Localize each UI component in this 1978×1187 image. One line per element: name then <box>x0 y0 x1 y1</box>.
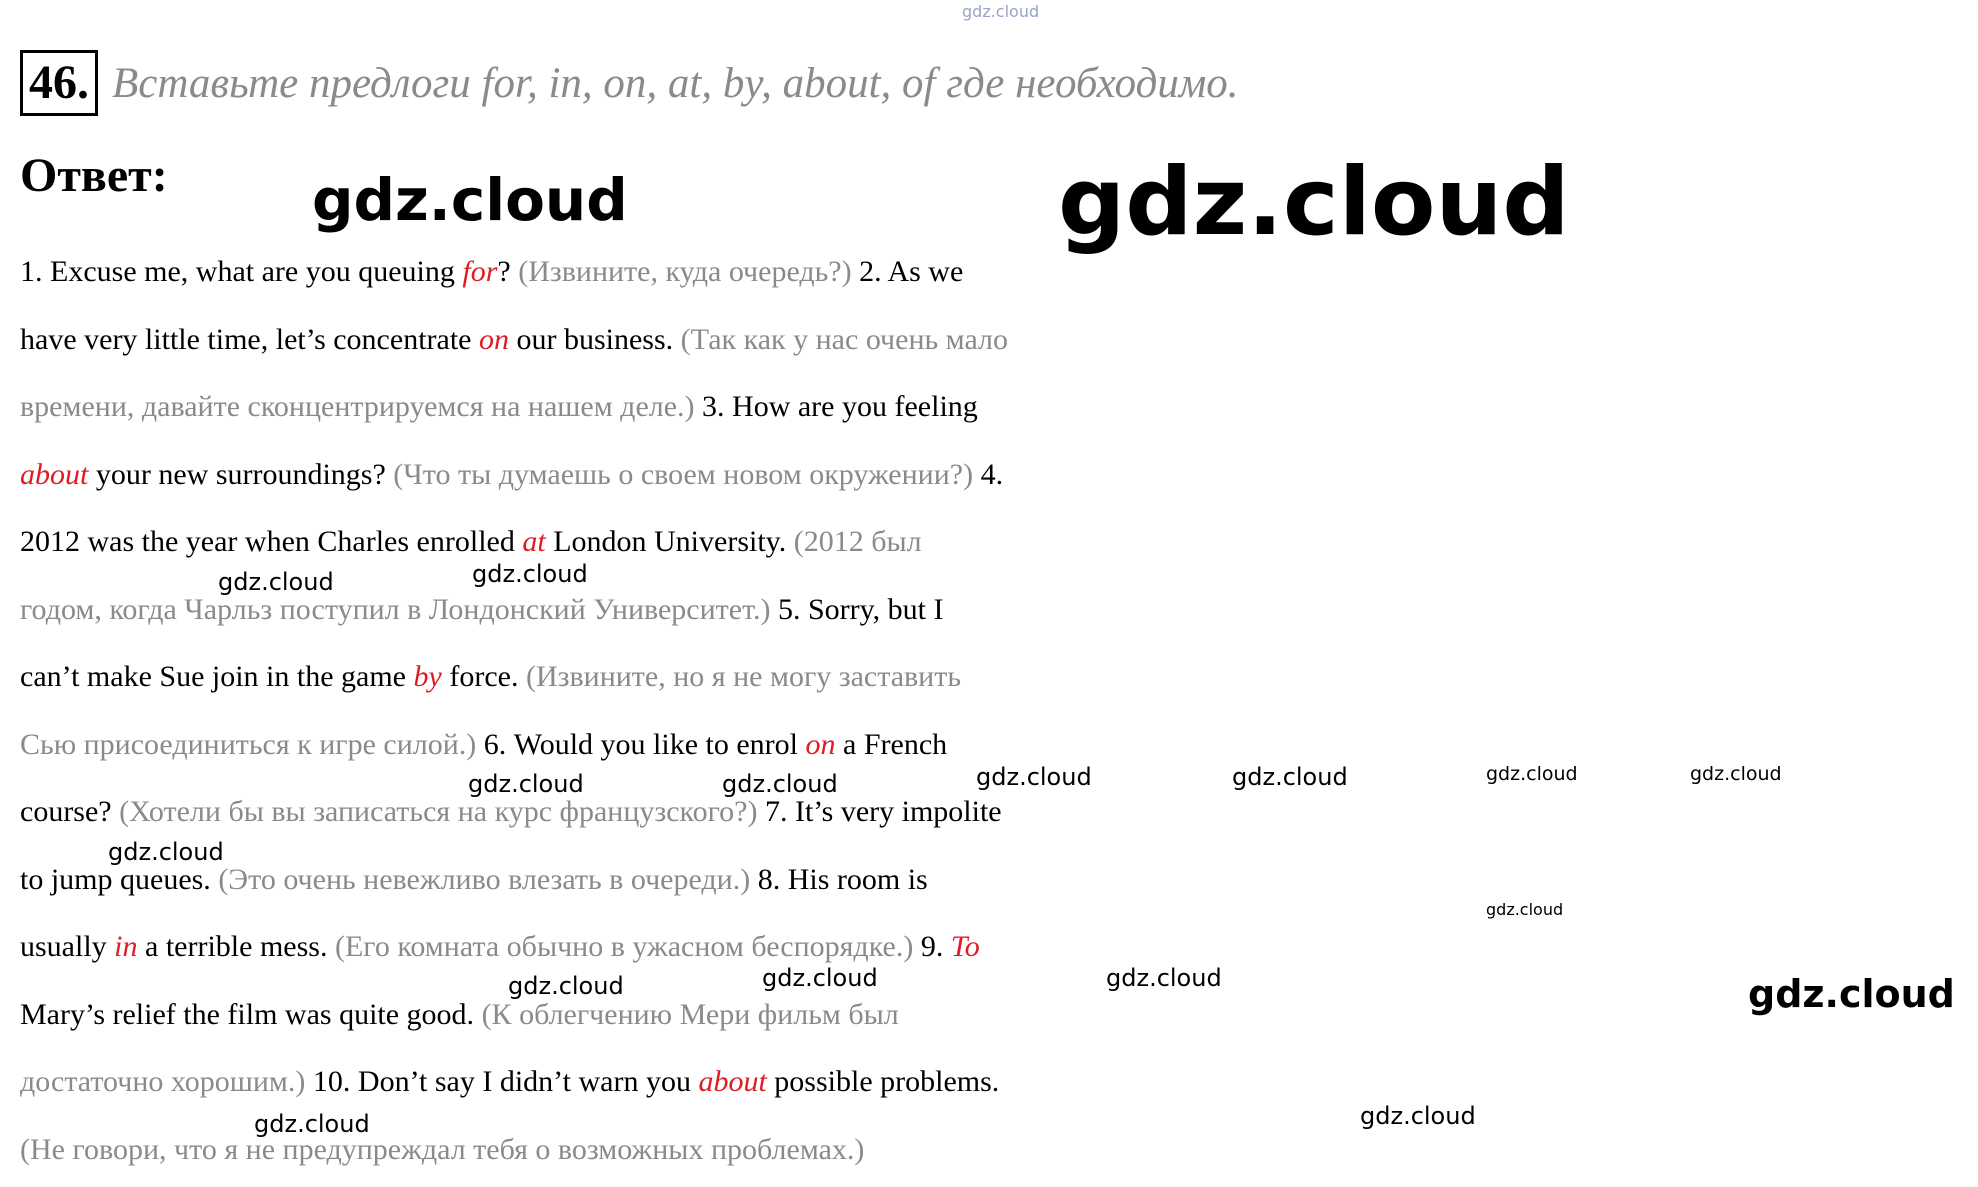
watermark: gdz.cloud <box>472 560 588 588</box>
exercise-header <box>20 48 1239 118</box>
preposition-answer: by <box>413 660 442 693</box>
preposition-answer: on <box>805 727 836 761</box>
sentence-text: 9. <box>913 930 951 963</box>
sentence-text: 4. <box>973 457 1004 491</box>
sentence-text: a terrible mess. <box>137 930 335 963</box>
sentence-text: Mary’s relief the film was quite good. <box>20 997 482 1031</box>
translation-text: (Извините, куда очередь?) <box>518 255 852 288</box>
sentence-text: 6. Would you like to enrol <box>476 727 806 761</box>
translation-text: достаточно хорошим.) <box>20 1065 306 1098</box>
sentence-text: 10. Don’t say I didn’t warn you <box>305 1065 699 1098</box>
answer-line <box>20 846 1965 914</box>
translation-text: (Так как у нас очень мало <box>680 322 1009 356</box>
exercise-number: 46. <box>20 50 98 116</box>
sentence-text: possible problems. <box>766 1065 1000 1098</box>
watermark: gdz.cloud <box>1106 964 1222 992</box>
answer-line <box>20 913 1965 981</box>
watermark: gdz.cloud <box>508 972 624 1000</box>
sentence-text: 8. His room is <box>750 862 928 896</box>
preposition-answer: about <box>20 457 89 491</box>
translation-text: (Это очень невежливо влезать в очереди.) <box>218 862 751 896</box>
sentence-text: course? <box>20 795 120 828</box>
preposition-answer: at <box>522 525 546 558</box>
sentence-text: force. <box>441 660 526 693</box>
watermark: gdz.cloud <box>312 166 628 234</box>
translation-text: годом, когда Чарльз поступил в Лондонский Университет.) <box>20 592 771 626</box>
sentence-text: our business. <box>508 322 681 356</box>
preposition-answer: To <box>950 930 980 963</box>
translation-text: (Хотели бы вы записаться на курс французского?) <box>119 795 758 828</box>
preposition-answer: in <box>114 930 138 963</box>
answer-line <box>20 981 1965 1049</box>
sentence-text: London University. <box>545 525 794 558</box>
watermark: gdz.cloud <box>1058 148 1570 257</box>
sentence-text: usually <box>20 930 115 963</box>
answer-line <box>20 643 1965 711</box>
answer-line <box>20 238 1965 306</box>
sentence-text: 5. Sorry, but I <box>770 592 944 626</box>
exercise-task: Вставьте предлоги for, in, on, at, by, about, of где необходимо. <box>112 59 1239 107</box>
answer-line <box>20 1048 1965 1116</box>
watermark: gdz.cloud <box>254 1110 370 1138</box>
watermark: gdz.cloud <box>1486 900 1564 919</box>
sentence-text: 2. As we <box>851 255 964 288</box>
answer-line <box>20 508 1965 576</box>
answer-line <box>20 373 1965 441</box>
sentence-text: your new surroundings? <box>88 457 394 491</box>
watermark: gdz.cloud <box>218 568 334 596</box>
translation-text: (К облегчению Мери фильм был <box>481 997 899 1031</box>
translation-text: (Извините, но я не могу заставить <box>525 660 962 693</box>
watermark: gdz.cloud <box>108 838 224 866</box>
watermark: gdz.cloud <box>976 763 1092 791</box>
sentence-text: 2012 was the year when Charles enrolled <box>20 525 523 558</box>
watermark-top: gdz.cloud <box>962 2 1040 21</box>
answer-line <box>20 306 1965 374</box>
sentence-text: ? <box>497 255 519 288</box>
watermark: gdz.cloud <box>1486 763 1578 785</box>
sentence-text: 7. It’s very impolite <box>757 795 1002 828</box>
sentence-text: a French <box>835 727 948 761</box>
translation-text: (Его комната обычно в ужасном беспорядке.) <box>334 930 914 963</box>
watermark: gdz.cloud <box>722 770 838 798</box>
preposition-answer: on <box>478 322 509 356</box>
sentence-text: to jump queues. <box>20 862 219 896</box>
watermark: gdz.cloud <box>1748 972 1955 1016</box>
sentence-text: can’t make Sue join in the game <box>20 660 414 693</box>
watermark: gdz.cloud <box>1232 763 1348 791</box>
answer-text <box>20 238 1965 1183</box>
translation-text: (Что ты думаешь о своем новом окружении?) <box>393 457 974 491</box>
sentence-text: have very little time, let’s concentrate <box>20 322 479 356</box>
watermark: gdz.cloud <box>468 770 584 798</box>
sentence-text: 1. Excuse me, what are you queuing <box>20 255 463 288</box>
answer-line <box>20 441 1965 509</box>
preposition-answer: about <box>698 1065 767 1098</box>
answer-label: Ответ: <box>20 149 168 202</box>
watermark: gdz.cloud <box>1690 763 1782 785</box>
translation-text: (2012 был <box>793 525 922 558</box>
watermark: gdz.cloud <box>1360 1102 1476 1130</box>
sentence-text: 3. How are you feeling <box>694 390 978 423</box>
translation-text: Сью присоединиться к игре силой.) <box>20 727 477 761</box>
preposition-answer: for <box>462 255 498 288</box>
watermark: gdz.cloud <box>762 964 878 992</box>
translation-text: (Не говори, что я не предупреждал тебя о возможных проблемах.) <box>20 1132 865 1166</box>
translation-text: времени, давайте сконцентрируемся на нашем деле.) <box>20 390 695 423</box>
